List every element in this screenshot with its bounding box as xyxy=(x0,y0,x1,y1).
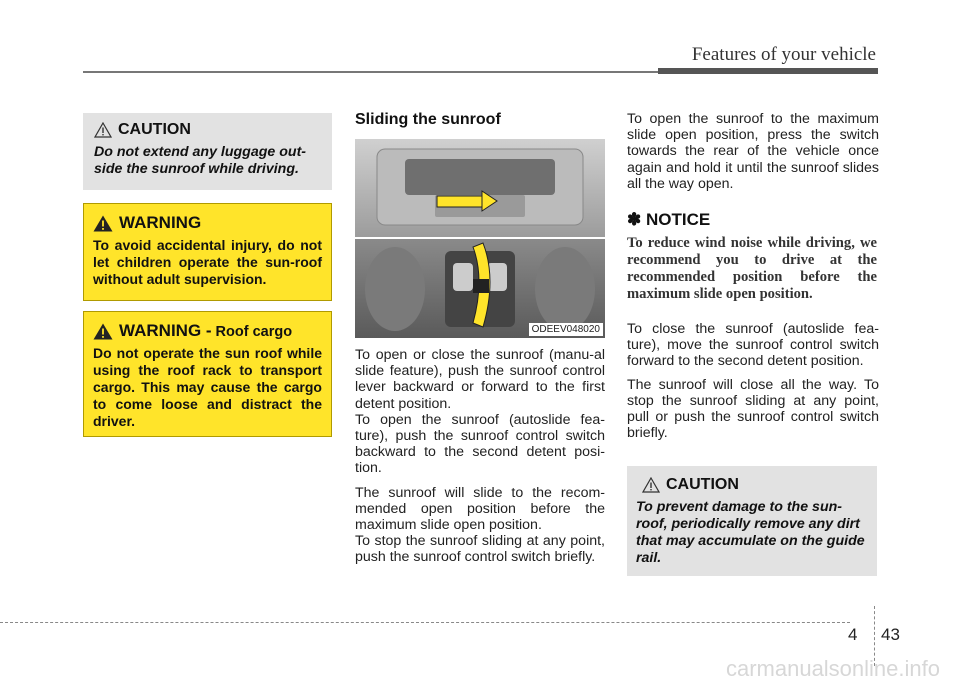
chapter-number: 4 xyxy=(848,625,858,644)
notice-body: To reduce wind noise while driving, we recommend you to drive at the recommended position before the maximum slide open position. xyxy=(627,235,877,302)
section-heading: Sliding the sunroof xyxy=(355,111,501,128)
caution-triangle-icon xyxy=(94,122,112,138)
section-body xyxy=(355,347,605,566)
watermark-text: carmanualsonline.info xyxy=(725,656,940,681)
paragraph: To open the sunroof (autoslide fea-ture), push the sunroof control switch backward to the second detent posi-tion. xyxy=(355,411,605,477)
warning-triangle-icon xyxy=(93,323,113,340)
sunroof-illustration xyxy=(355,139,605,338)
caution-body: To prevent damage to the sun-roof, periodically remove any dirt that may accumulate on the guide rail. xyxy=(636,499,865,566)
caution-body: Do not extend any luggage out-side the sunroof while driving. xyxy=(94,144,307,177)
warning-body: To avoid accidental injury, do not let children operate the sun-roof without adult supervision. xyxy=(93,237,322,287)
running-header: Features of your vehicle xyxy=(691,44,876,65)
caution-title: CAUTION xyxy=(118,121,191,138)
paragraph: To open or close the sunroof (manu-al slide feature), push the sunroof control lever backward or forward to the first detent position. xyxy=(355,347,605,412)
footer-rule xyxy=(0,622,850,623)
warning-box-children xyxy=(83,203,332,301)
paragraph-max-open xyxy=(627,111,879,199)
warning-box-roof-cargo xyxy=(83,311,332,437)
paragraph: To open the sunroof to the maximum slide open position, press the switch towards the rear of the vehicle once again and hold it until the sunroof slides all the way open. xyxy=(627,111,879,192)
image-code: ODEEV048020 xyxy=(529,323,603,336)
warning-title: WARNING - xyxy=(119,321,212,340)
caution-box-luggage xyxy=(83,113,332,190)
caution-box-guide-rail xyxy=(627,466,877,576)
caution-triangle-icon xyxy=(642,477,660,493)
warning-body: Do not operate the sun roof while using the roof rack to transport cargo. This may cause the cargo to come loose and distract the driver. xyxy=(93,345,322,429)
warning-subtitle: Roof cargo xyxy=(215,324,293,340)
paragraph: To stop the sunroof sliding at any point, push the sunroof control switch briefly. xyxy=(355,533,605,566)
header-rule-accent xyxy=(658,68,878,74)
paragraph: The sunroof will slide to the recom-mended open position before the maximum slide open position. xyxy=(355,484,605,534)
caution-title: CAUTION xyxy=(666,476,739,493)
paragraph: To close the sunroof (autoslide fea-ture), move the sunroof control switch forward to the second detent position. xyxy=(627,321,879,370)
page-number: 43 xyxy=(881,625,900,644)
paragraph-close xyxy=(627,321,879,448)
paragraph: The sunroof will close all the way. To stop the sunroof sliding at any point, pull or push the sunroof control switch briefly. xyxy=(627,376,879,442)
sunroof-switch-photo xyxy=(355,139,605,338)
warning-title: WARNING xyxy=(119,213,202,232)
warning-triangle-icon xyxy=(93,215,113,232)
notice-title: ✽ NOTICE xyxy=(627,210,711,229)
